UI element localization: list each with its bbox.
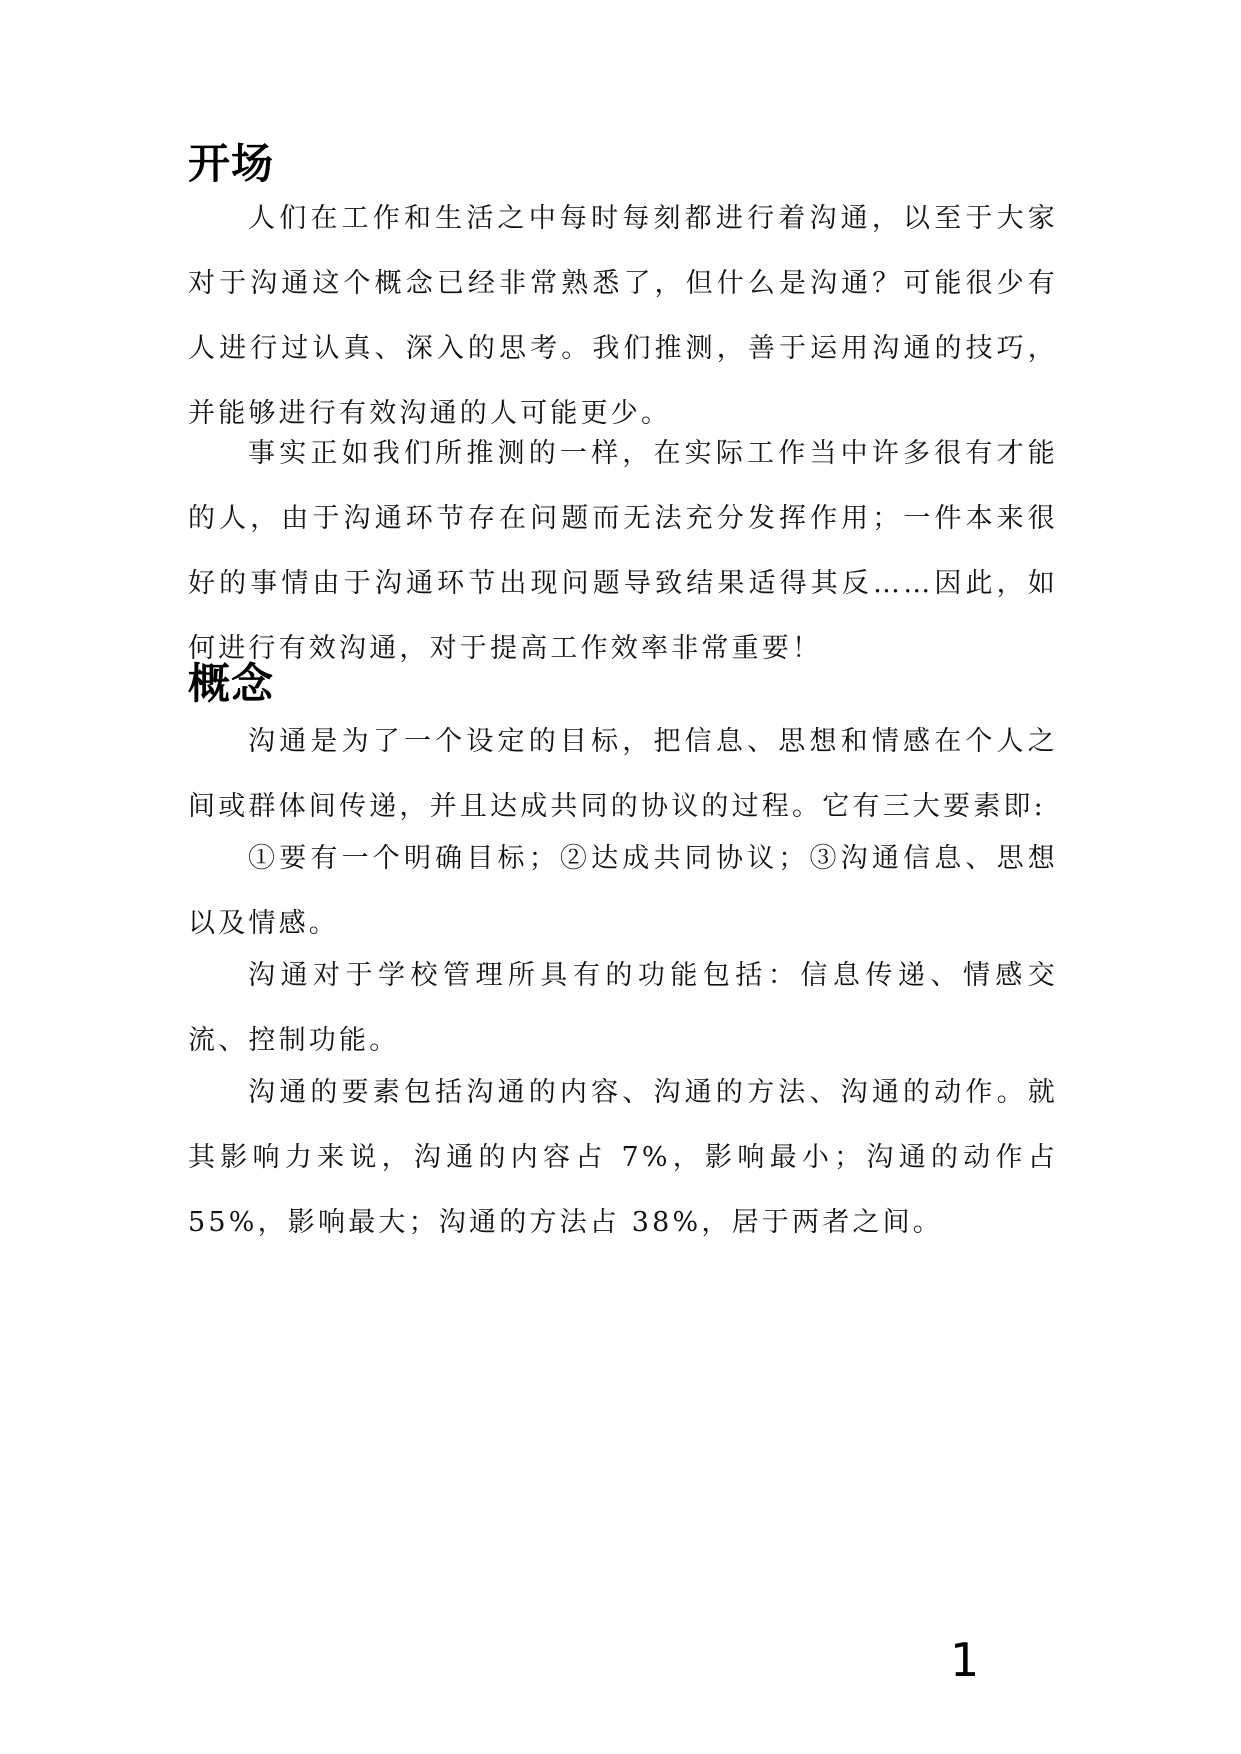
paragraph-concept-4: 沟通的要素包括沟通的内容、沟通的方法、沟通的动作。就其影响力来说，沟通的内容占 7%，影响最小；沟通的动作占 55%，影响最大；沟通的方法占 38%，居于两者之间。	[188, 1077, 1058, 1238]
paragraph-opening-2: 事实正如我们所推测的一样，在实际工作当中许多很有才能的人，由于沟通环节存在问题而无法充分发挥作用；一件本来很好的事情由于沟通环节出现问题导致结果适得其反……因此，如何进行有效沟通，对于提高工作效率非常重要！	[188, 438, 1058, 664]
paragraph-concept-1: 沟通是为了一个设定的目标，把信息、思想和情感在个人之间或群体间传递，并且达成共同的协议的过程。它有三大要素即:	[188, 726, 1058, 822]
paragraph-concept-2: ①要有一个明确目标；②达成共同协议；③沟通信息、思想以及情感。	[188, 843, 1058, 939]
section-heading-opening: 开场	[188, 139, 275, 188]
paragraph-opening-1: 人们在工作和生活之中每时每刻都进行着沟通，以至于大家对于沟通这个概念已经非常熟悉了，但什么是沟通？可能很少有人进行过认真、深入的思考。我们推测，善于运用沟通的技巧，并能够进行有效沟通的人可能更少。	[188, 203, 1058, 429]
paragraph-concept-3: 沟通对于学校管理所具有的功能包括：信息传递、情感交流、控制功能。	[188, 960, 1058, 1056]
section-heading-concept: 概念	[188, 659, 275, 708]
page-number: 1	[950, 1633, 980, 1687]
